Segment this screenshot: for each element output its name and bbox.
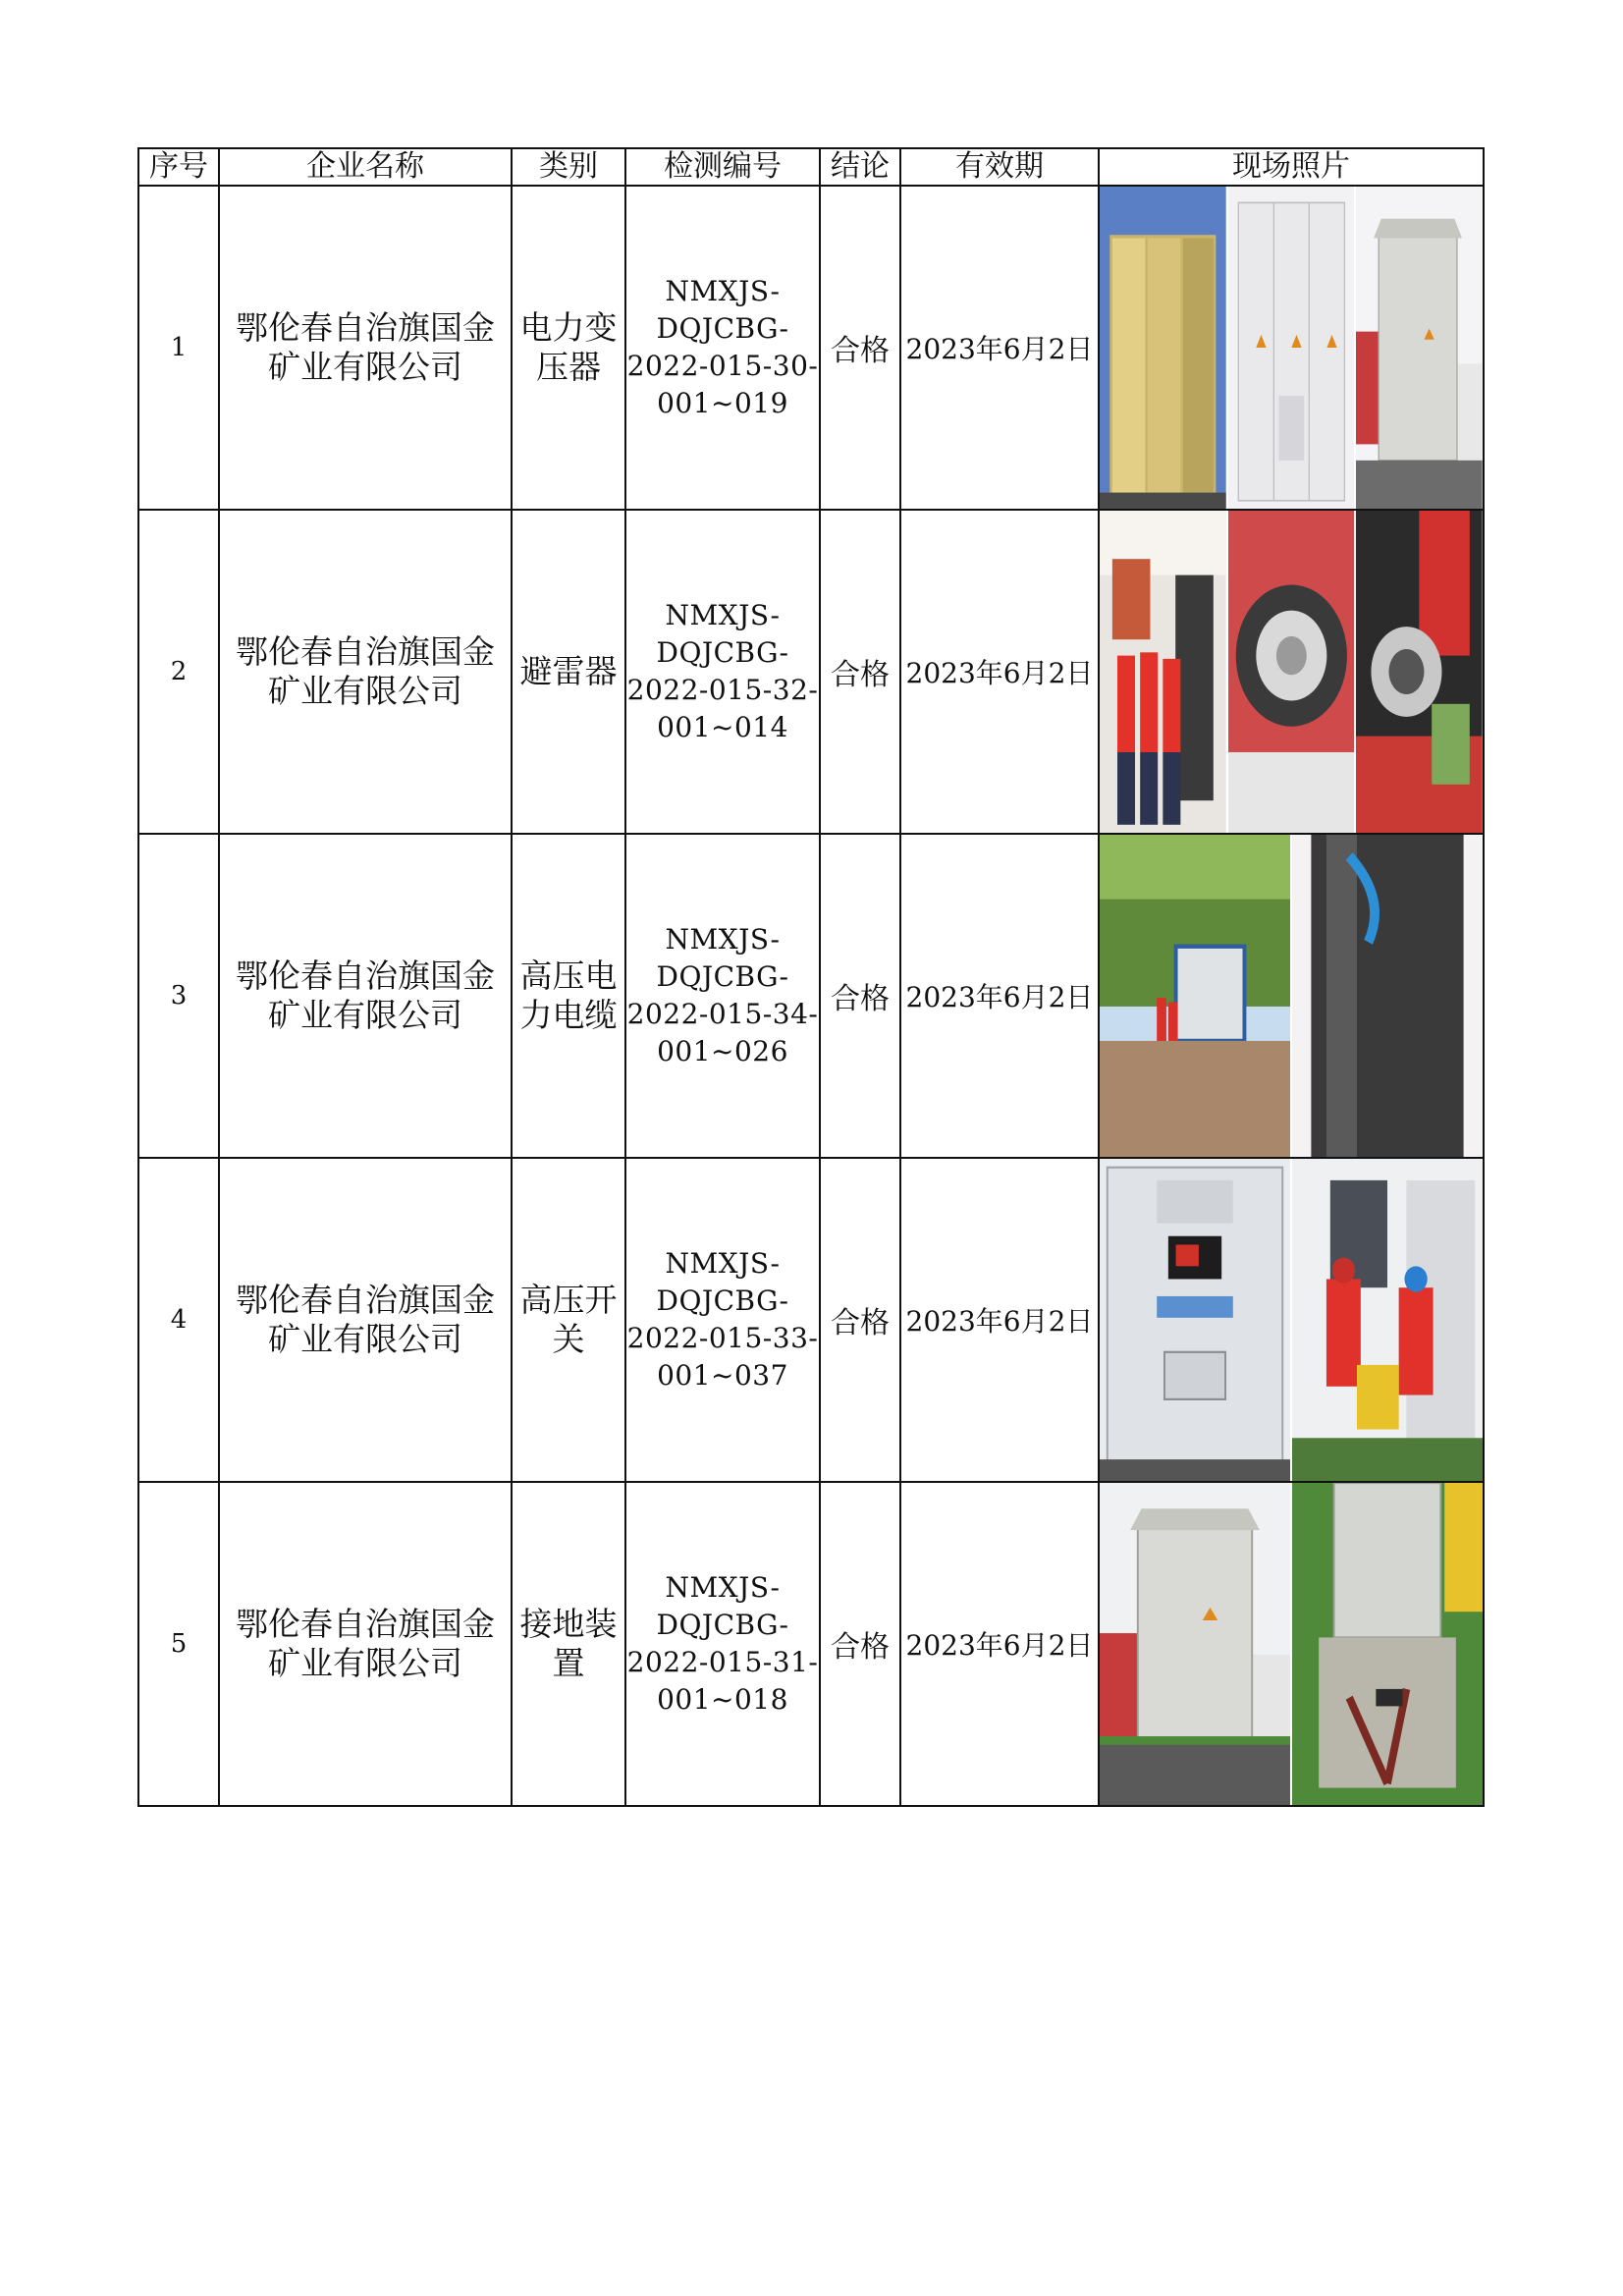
row-index: 5 (138, 1482, 219, 1806)
row-company: 鄂伦春自治旗国金矿业有限公司 (219, 510, 512, 834)
header-valid: 有效期 (900, 148, 1099, 186)
photo-grounding-test (1292, 1483, 1483, 1805)
row-valid-until: 2023年6月2日 (900, 834, 1099, 1158)
row-result: 合格 (820, 834, 900, 1158)
row-result: 合格 (820, 510, 900, 834)
photo-cable-closeup (1292, 835, 1483, 1157)
photo-outdoor-cabinet-2 (1100, 1483, 1290, 1805)
header-code: 检测编号 (625, 148, 820, 186)
table-row (138, 510, 1484, 834)
photo-forest-substation (1100, 835, 1290, 1157)
row-code: NMXJS-DQJCBG-2022-015-32-001~014 (625, 510, 820, 834)
table-row (138, 834, 1484, 1158)
header-company: 企业名称 (219, 148, 512, 186)
photo-arrester-closeup (1356, 511, 1483, 833)
row-index: 2 (138, 510, 219, 834)
inspection-table (137, 147, 1485, 1807)
row-photos (1099, 834, 1484, 1158)
photo-switchgear-panel (1100, 1159, 1290, 1481)
row-result: 合格 (820, 1482, 900, 1806)
row-index: 4 (138, 1158, 219, 1482)
row-code: NMXJS-DQJCBG-2022-015-30-001~019 (625, 186, 820, 510)
row-index: 3 (138, 834, 219, 1158)
row-category: 接地装置 (512, 1482, 625, 1806)
header-photos: 现场照片 (1099, 148, 1484, 186)
row-photos (1099, 1482, 1484, 1806)
row-valid-until: 2023年6月2日 (900, 1482, 1099, 1806)
row-valid-until: 2023年6月2日 (900, 510, 1099, 834)
row-company: 鄂伦春自治旗国金矿业有限公司 (219, 834, 512, 1158)
row-valid-until: 2023年6月2日 (900, 1158, 1099, 1482)
row-index: 1 (138, 186, 219, 510)
photo-inspectors-testing (1292, 1159, 1483, 1481)
row-code: NMXJS-DQJCBG-2022-015-33-001~037 (625, 1158, 820, 1482)
row-photos (1099, 186, 1484, 510)
header-row (138, 148, 1484, 186)
row-photos (1099, 510, 1484, 834)
table-row (138, 186, 1484, 510)
row-company: 鄂伦春自治旗国金矿业有限公司 (219, 1482, 512, 1806)
row-result: 合格 (820, 1158, 900, 1482)
row-code: NMXJS-DQJCBG-2022-015-34-001~026 (625, 834, 820, 1158)
row-valid-until: 2023年6月2日 (900, 186, 1099, 510)
row-code: NMXJS-DQJCBG-2022-015-31-001~018 (625, 1482, 820, 1806)
photo-stainless-cabinet (1100, 187, 1226, 509)
table-row (138, 1158, 1484, 1482)
row-photos (1099, 1158, 1484, 1482)
header-category: 类别 (512, 148, 625, 186)
row-result: 合格 (820, 186, 900, 510)
header-index: 序号 (138, 148, 219, 186)
row-company: 鄂伦春自治旗国金矿业有限公司 (219, 186, 512, 510)
photo-inspectors-group (1100, 511, 1226, 833)
photo-white-cabinet (1228, 187, 1355, 509)
photo-outdoor-cabinet (1356, 187, 1483, 509)
row-category: 高压开关 (512, 1158, 625, 1482)
photo-arrester-label (1228, 511, 1355, 833)
row-category: 高压电力电缆 (512, 834, 625, 1158)
table-row (138, 1482, 1484, 1806)
row-company: 鄂伦春自治旗国金矿业有限公司 (219, 1158, 512, 1482)
row-category: 避雷器 (512, 510, 625, 834)
row-category: 电力变压器 (512, 186, 625, 510)
header-result: 结论 (820, 148, 900, 186)
